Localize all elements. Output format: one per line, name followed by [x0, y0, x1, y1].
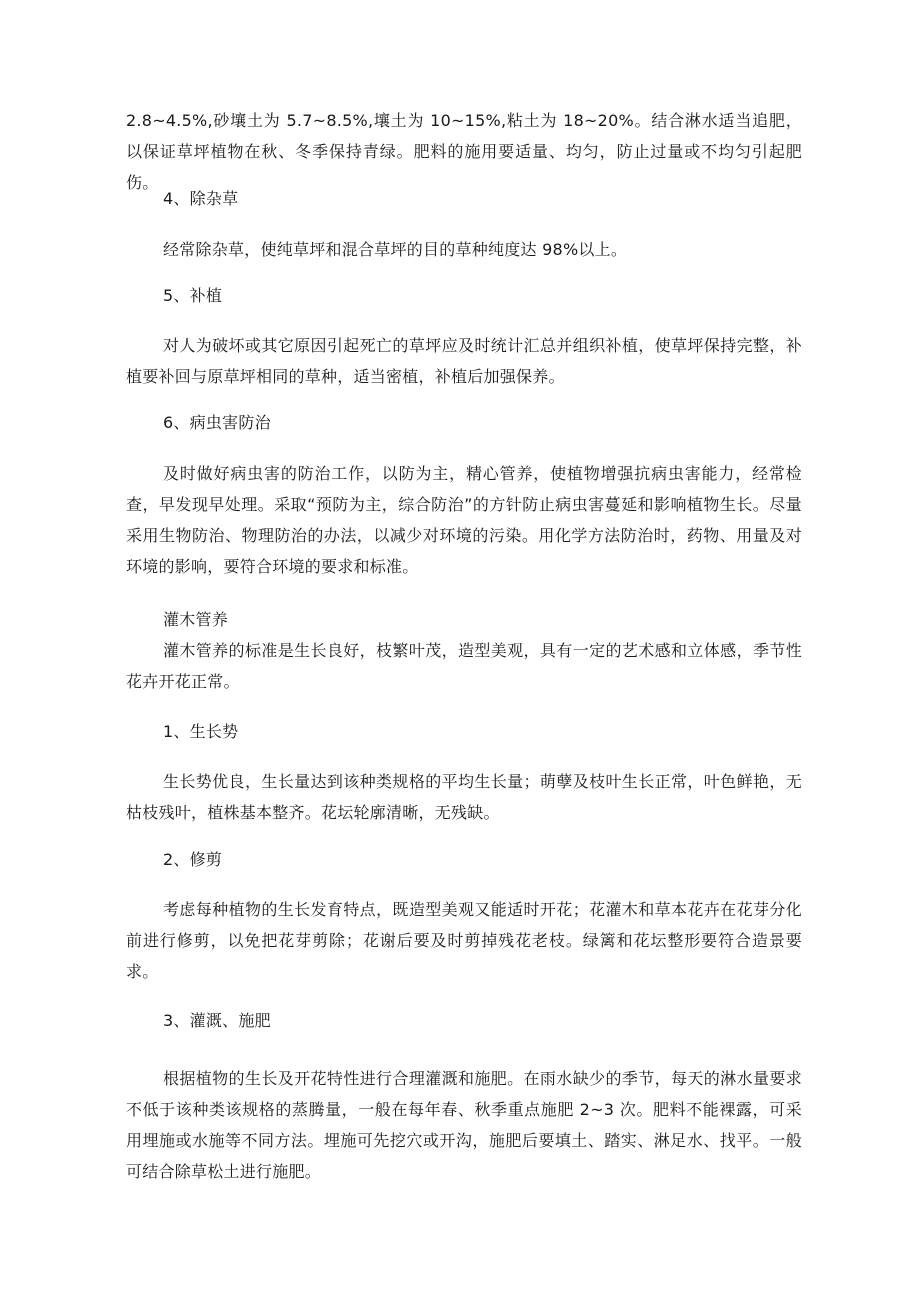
paragraph-shrub-maintenance: 灌木管养的标准是生长良好，枝繁叶茂，造型美观，具有一定的艺术感和立体感，季节性花卉开花正常。 — [126, 641, 802, 691]
heading-weeding: 4、除杂草 — [163, 189, 239, 208]
paragraph-growth-vigor: 生长势优良，生长量达到该种类规格的平均生长量；萌孽及枝叶生长正常，叶色鲜艳，无枯枝残叶，植株基本整齐。花坛轮廓清晰，无残缺。 — [126, 772, 802, 822]
heading-irrigation-fertilization: 3、灌溉、施肥 — [163, 1011, 271, 1030]
heading-growth-vigor: 1、生长势 — [163, 722, 239, 741]
heading-pest-control: 6、病虫害防治 — [163, 413, 271, 432]
paragraph-replant: 对人为破坏或其它原因引起死亡的草坪应及时统计汇总并组织补植，使草坪保持完整，补植要补回与原草坪相同的草种，适当密植，补植后加强保养。 — [126, 336, 802, 386]
paragraph-pest-control: 及时做好病虫害的防治工作，以防为主，精心管养，使植物增强抗病虫害能力，经常检查，早发现早处理。采取“预防为主，综合防治”的方针防止病虫害蔓延和影响植物生长。尽量采用生物防治、物理防治的办法，以减少对环境的污染。用化学方法防治时，药物、用量及对环境的影响，要符合环境的要求和标准。 — [126, 464, 802, 576]
heading-pruning: 2、修剪 — [163, 850, 223, 869]
paragraph-pruning: 考虑每种植物的生长发育特点，既造型美观又能适时开花；花灌木和草本花卉在花芽分化前进行修剪，以免把花芽剪除；花谢后要及时剪掉残花老枝。绿篱和花坛整形要符合造景要求。 — [126, 900, 802, 981]
paragraph-weeding: 经常除杂草，使纯草坪和混合草坪的目的草种纯度达 98%以上。 — [163, 240, 628, 259]
paragraph-irrigation-fertilization: 根据植物的生长及开花特性进行合理灌溉和施肥。在雨水缺少的季节，每天的淋水量要求不低于该种类该规格的蒸腾量，一般在每年春、秋季重点施肥 2~3 次。肥料不能裸露，可采用埋施或水施等不同方法。埋施可先挖穴或开沟，施肥后要填土、踏实、淋足水、找平。一般可结合除草松土进行施肥。 — [126, 1069, 802, 1181]
heading-replant: 5、补植 — [163, 286, 223, 305]
paragraph-fertilizer-continued: 2.8~4.5%,砂壤土为 5.7~8.5%,壤土为 10~15%,粘土为 18~20%。结合淋水适当追肥，以保证草坪植物在秋、冬季保持青绿。肥料的施用要适量、均匀，防止过量或不均匀引起肥伤。 — [126, 111, 802, 192]
heading-shrub-maintenance: 灌木管养 — [163, 610, 229, 629]
